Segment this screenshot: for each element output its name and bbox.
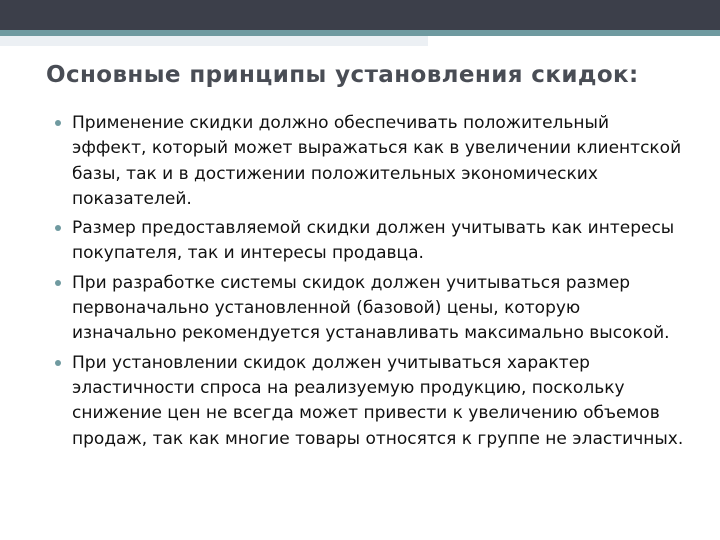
bullet-list <box>54 111 684 456</box>
bullet-item <box>54 111 684 212</box>
bullet-text: Размер предоставляемой скидки должен учитывать как интересы покупателя, так и интересы продавца. <box>72 218 675 264</box>
bullet-item <box>54 271 684 347</box>
header-bar <box>0 0 720 30</box>
header-light-stripe-right <box>428 36 720 46</box>
bullet-item <box>54 351 684 452</box>
bullet-text: Применение скидки должно обеспечивать положительный эффект, который может выражаться как в увеличении клиентской базы, так и в достижении положительных экономических показателей. <box>72 113 682 209</box>
bullet-marker-icon <box>55 280 61 286</box>
bullet-marker-icon <box>55 360 61 366</box>
bullet-marker-icon <box>55 225 61 231</box>
bullet-text: При разработке системы скидок должен учитываться размер первоначально установленной (базовой) цены, которую изначально рекомендуется устанавливать максимально высокой. <box>72 272 670 344</box>
bullet-text: При установлении скидок должен учитываться характер эластичности спроса на реализуемую продукцию, поскольку снижение цен не всегда может привести к увеличению объемов продаж, так как многие товары относятся к группе не эластичных. <box>72 352 684 449</box>
bullet-item <box>54 216 684 267</box>
bullet-marker-icon <box>55 120 61 126</box>
slide-title: Основные принципы установления скидок: <box>46 62 639 88</box>
header-light-stripe <box>0 36 428 46</box>
